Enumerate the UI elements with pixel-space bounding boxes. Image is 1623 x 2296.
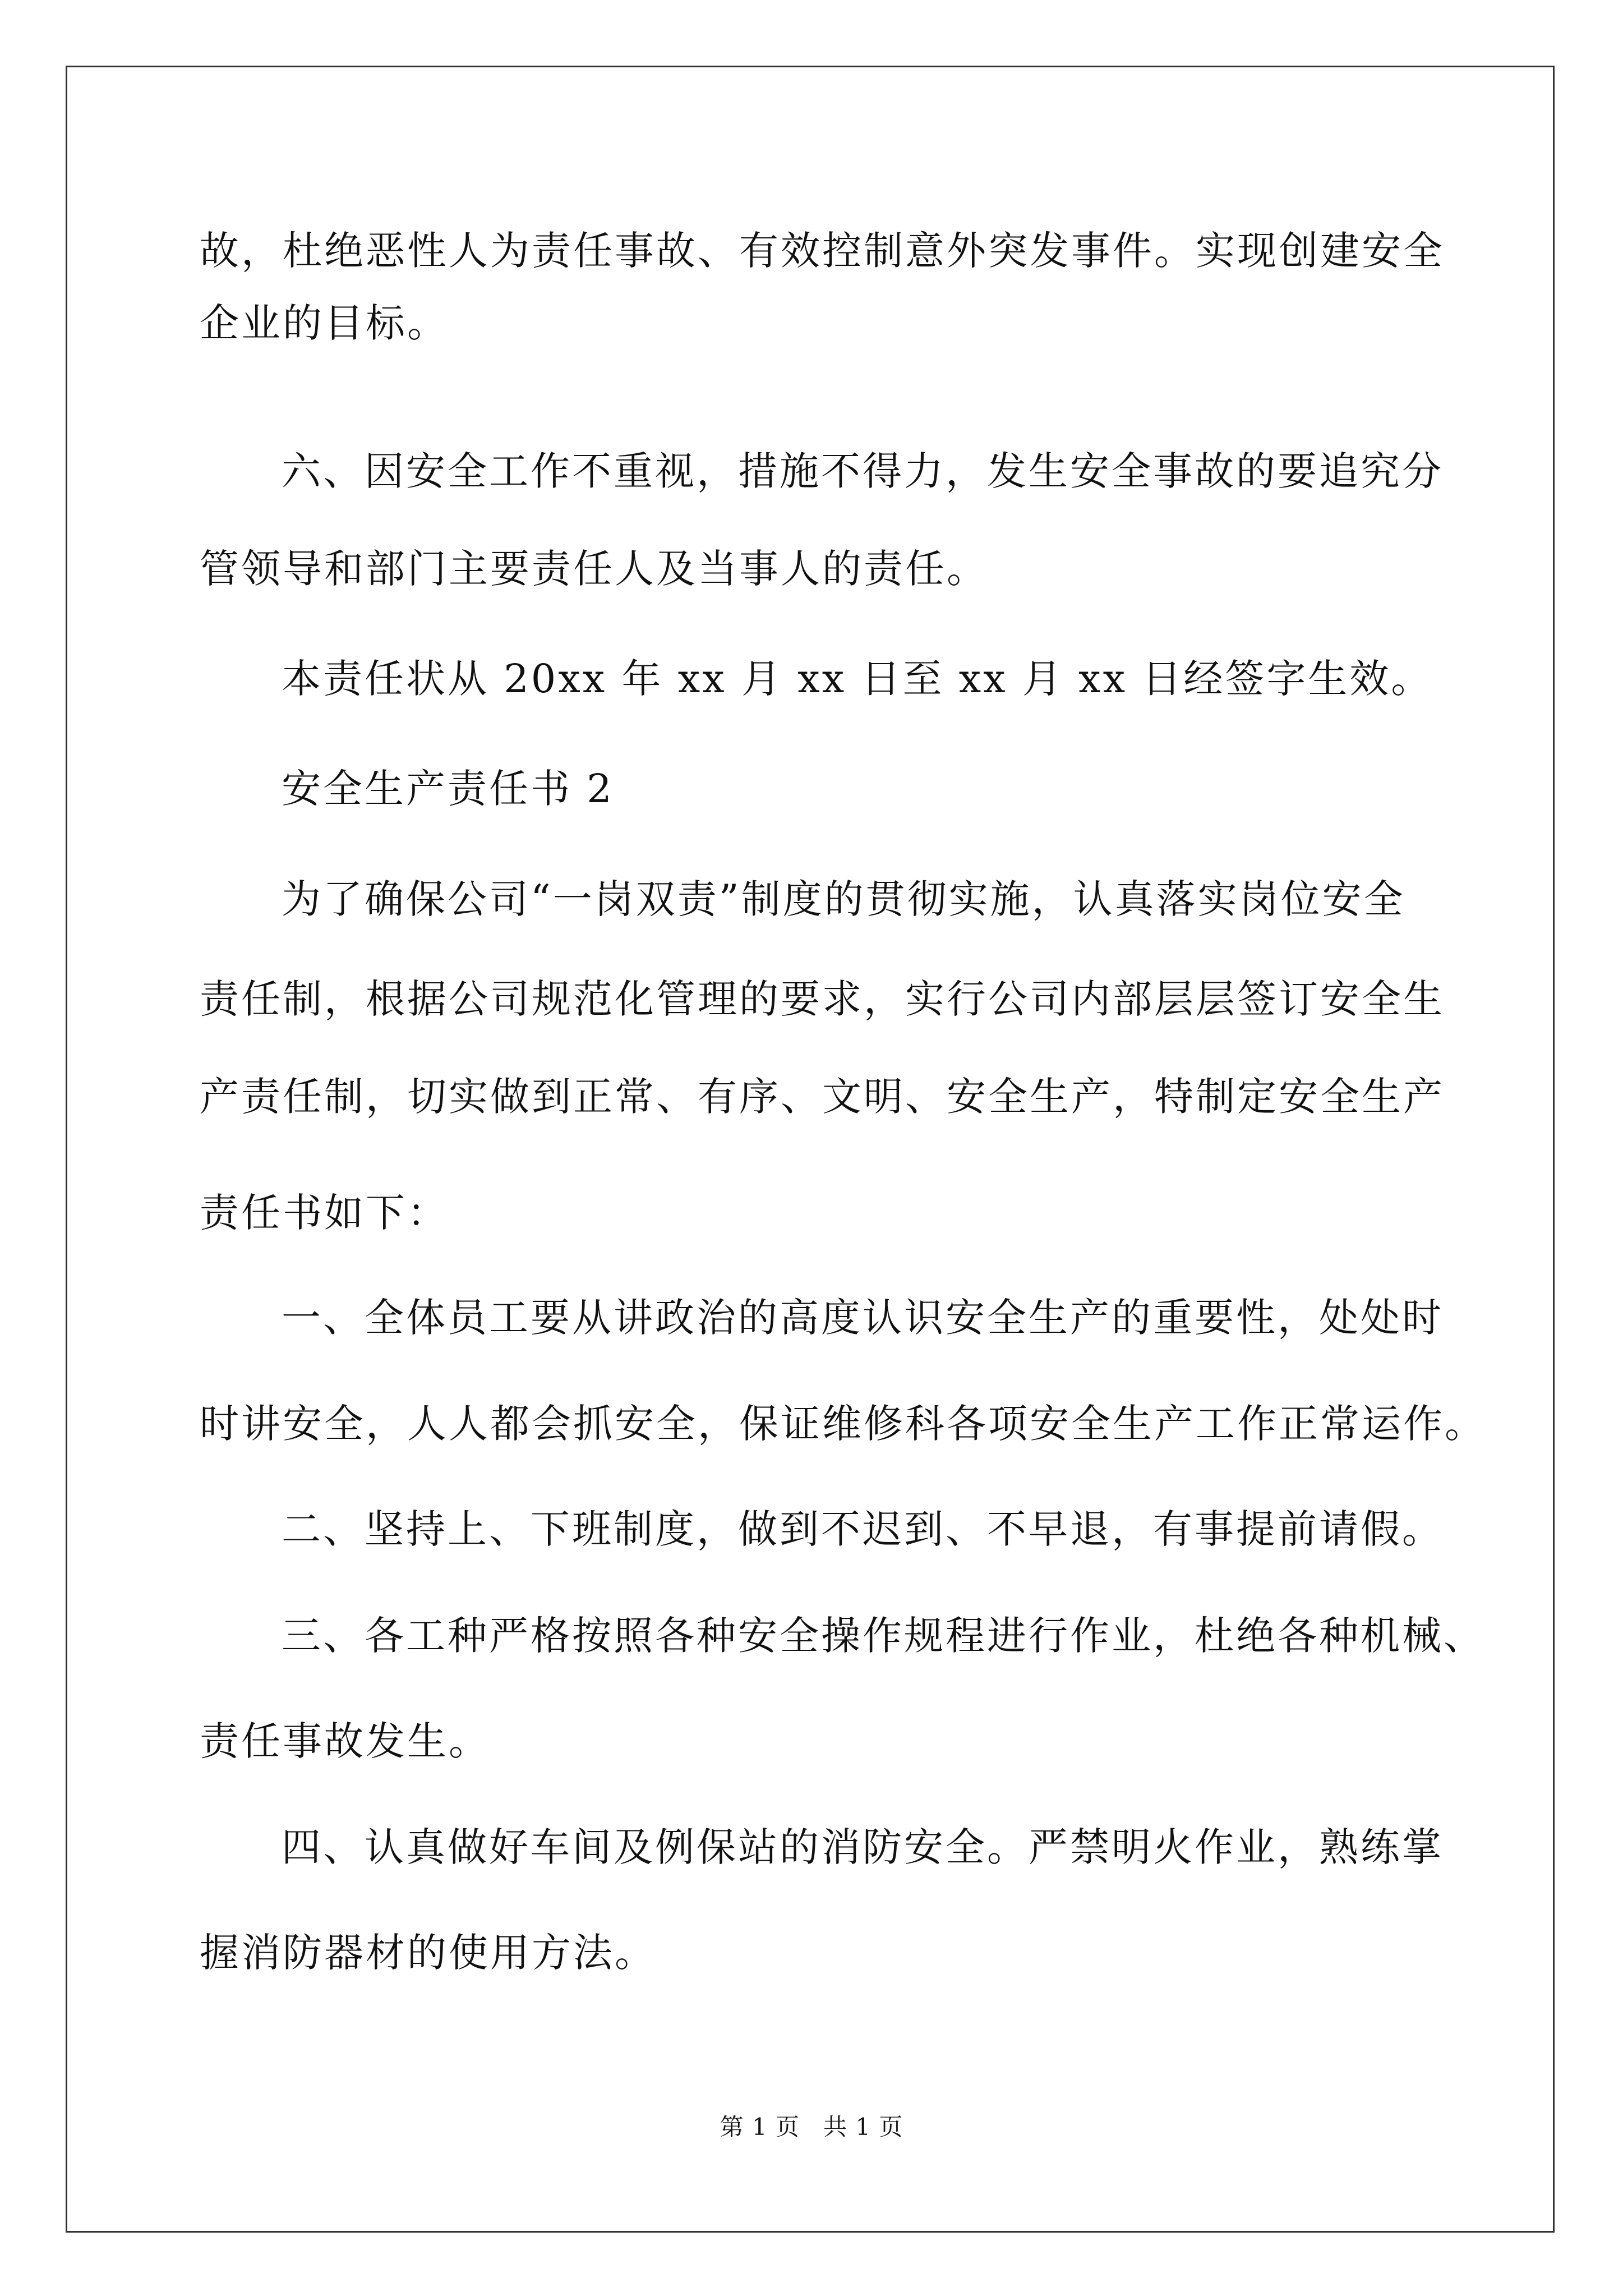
text-line: 四、认真做好车间及例保站的消防安全。严禁明火作业，熟练掌 [282,1824,1444,1870]
page-border [66,66,1555,2233]
section-title: 安全生产责任书 2 [282,766,614,812]
page-number: 第 1 页 [720,2113,800,2141]
text-line: 本责任状从 20xx 年 xx 月 xx 日至 xx 月 xx 日经签字生效。 [282,656,1433,702]
text-line: 责任事故发生。 [200,1718,490,1764]
text-line: 产责任制，切实做到正常、有序、文明、安全生产，特制定安全生产 [200,1074,1445,1120]
text-line: 握消防器材的使用方法。 [200,1930,656,1976]
text-line: 为了确保公司“一岗双责”制度的贯彻实施，认真落实岗位安全 [282,876,1405,922]
text-line: 二、坚持上、下班制度，做到不迟到、不早退，有事提前请假。 [282,1506,1444,1552]
text-line: 责任书如下： [200,1190,449,1236]
text-line: 责任制，根据公司规范化管理的要求，实行公司内部层层签订安全生 [200,976,1445,1022]
text-line: 时讲安全，人人都会抓安全，保证维修科各项安全生产工作正常运作。 [200,1401,1486,1447]
text-line: 企业的目标。 [200,300,449,346]
text-line: 故，杜绝恶性人为责任事故、有效控制意外突发事件。实现创建安全 [200,228,1445,274]
text-line: 管领导和部门主要责任人及当事人的责任。 [200,546,988,592]
page-count: 共 1 页 [823,2113,903,2141]
page-footer [0,2114,1623,2141]
text-line: 三、各工种严格按照各种安全操作规程进行作业，杜绝各种机械、 [282,1613,1485,1659]
text-line: 一、全体员工要从讲政治的高度认识安全生产的重要性，处处时 [282,1295,1444,1341]
text-line: 六、因安全工作不重视，措施不得力，发生安全事故的要追究分 [282,448,1444,494]
